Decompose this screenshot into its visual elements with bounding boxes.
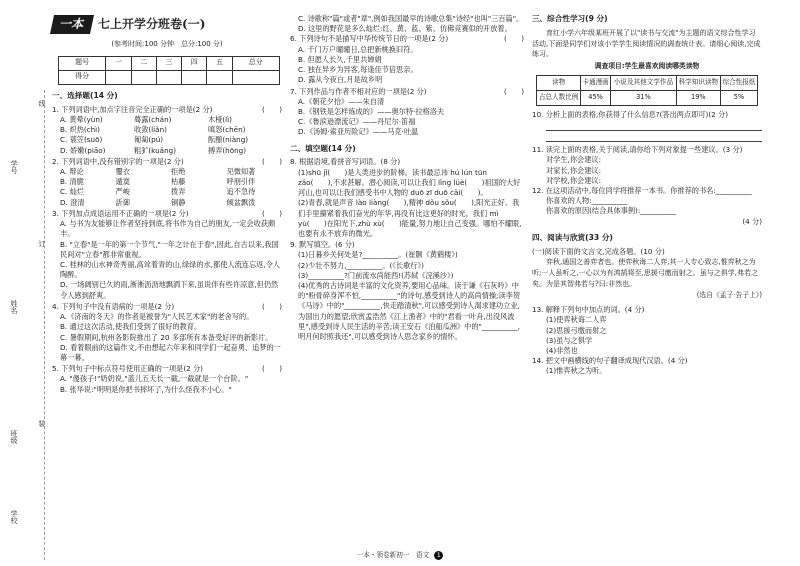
option: A. "傻孩子!"奶奶说,"蓝儿五天长一截,一截就是一个台阶。" — [60, 374, 249, 384]
option: D. 娇嫩(piāo) — [60, 145, 106, 155]
margin-label-class: 班级 — [9, 430, 18, 444]
answer-paren[interactable]: ( ) — [262, 156, 282, 166]
option: 倾盆飘泼 — [226, 197, 256, 207]
option: 收敛(liǎn) — [134, 125, 167, 135]
brand-logo: 一本 — [50, 15, 94, 34]
survey-header-cell: 小说及其他文学作品 — [611, 75, 677, 90]
question-stem: 9. 默写填空。(6 分) — [290, 240, 355, 250]
pinyin-passage: (1)shū jǐ( )是人类进步的阶梯。读书最忌讳 hú lún tūn zǎo( ),不求甚解。潜心阅读,可以让我们 lǐng lüè( )祖国的大好河山,也可以让我们感受书中人物的 duō zī duō cǎi( )。 — [298, 167, 521, 198]
option: C. 桂林的山水神奇秀丽,高耸着青的山,绿绿的水,都使人流连忘返,令人陶醉。 — [60, 260, 280, 280]
passage-source: (选自《孟子·告子上》) — [696, 291, 762, 300]
option: 铜静 — [171, 197, 186, 207]
option: B. 炽热(chì) — [60, 125, 100, 135]
question-10: 10. 分析上面的表格,你获得了什么信息?(答出两点即可)(2 分) — [532, 109, 729, 119]
option: 訢御 — [115, 197, 130, 207]
option: 粗犷(kuǎng) — [134, 145, 177, 155]
option: A.《济南的冬天》的作者是被誉为"人民艺术家"的老舍写的。 — [60, 312, 254, 322]
score-cell[interactable] — [207, 70, 232, 84]
option: C. 暑假期间,杭州各影院推出了 20 多部所有本备受好评的新影片。 — [60, 332, 273, 342]
score-table — [58, 56, 280, 85]
option: 严峻 — [115, 187, 130, 197]
score-value-row — [59, 70, 280, 84]
option: D. 看着眼前的这篇作文,不由想起六年来和同学们一起奋勇、追梦的一幕一幕。 — [60, 342, 281, 362]
survey-value-row — [537, 90, 758, 105]
survey-header-cell: 卡通漫画 — [581, 75, 611, 90]
column-1 — [52, 14, 282, 396]
option: D. 澄清 — [60, 197, 85, 207]
suggestion-line[interactable]: 对学校,你会建议: — [546, 175, 602, 185]
score-header-cell: 五 — [207, 56, 232, 70]
question-8 — [290, 157, 524, 239]
option: 嗔怒(chēn) — [208, 125, 246, 135]
question-stem: 4. 下列句子中没有语病的一项是(2 分) — [52, 301, 175, 311]
score-cell[interactable] — [182, 70, 207, 84]
score-header-cell: 四 — [182, 56, 207, 70]
margin-label-school: 学校 — [9, 510, 18, 524]
option: 匍匐(pú) — [134, 135, 164, 145]
option: 枯藤 — [171, 177, 186, 187]
option: C. 独在异乡为异客,每逢佳节倍思亲。 — [298, 65, 418, 75]
margin-label-name: 姓名 — [9, 300, 18, 314]
option: B. 通过这次活动,使我们受到了很好的教育。 — [60, 322, 202, 332]
dictation-line[interactable]: (3)__________?门前流水尚能西!(苏轼《浣溪沙》) — [298, 270, 454, 280]
score-cell[interactable] — [106, 70, 131, 84]
question-7 — [290, 87, 524, 138]
suggestion-line[interactable]: 对学生,你会建议: — [546, 155, 602, 165]
question-12-score: (4 分) — [742, 216, 762, 226]
option: 拨弄 — [171, 187, 186, 197]
question-5 — [52, 364, 282, 395]
option: D. 这里的野花是多么灿烂:红、黄、蓝、紫、仿佛竞赛似的开放着。 — [298, 24, 512, 34]
word-item[interactable]: (4)非然也 — [546, 345, 578, 355]
score-header-row — [59, 56, 280, 70]
answer-paren[interactable]: ( ) — [262, 208, 282, 218]
question-stem: 6. 下列诗句不是描写中华传统节日的一项是(2 分) — [290, 34, 449, 44]
question-stem: 2. 下列词语中,没有错别字的一项是(2 分) — [52, 156, 184, 166]
option: B. "立春"是一年的第一个节气,"一年之计在于春",因此,自古以来,我国民间对"立春"都非常重视。 — [60, 239, 279, 259]
column-2 — [290, 14, 524, 343]
answer-line[interactable] — [546, 120, 762, 131]
word-item[interactable]: (2)思援弓缴而射之 — [546, 325, 607, 335]
survey-header-row — [537, 75, 758, 90]
option: C. 蓑笠(suō) — [60, 135, 103, 145]
survey-header-cell: 科学知识读物 — [676, 75, 720, 90]
option: 追不急待 — [226, 187, 256, 197]
translation-item[interactable]: (1)惟弈秋之为听。 — [546, 366, 607, 376]
survey-caption: 调查项目:学生最喜欢阅读哪类读物 — [594, 62, 700, 71]
survey-value-cell: 5% — [720, 90, 757, 105]
answer-line[interactable] — [546, 131, 762, 142]
option: B. 清脆 — [60, 177, 84, 187]
score-header-cell: 三 — [156, 56, 181, 70]
question-stem: 7. 下列作品与作者不相对应的一项是(2 分) — [290, 86, 427, 96]
section-3-intro: 育红小学六年级某班开展了以"读书与交流"为主题的语文综合性学习活动,下面是同学们对该小学学生阅读情况的调查统计表。请细心阅读,完成练习。 — [532, 28, 761, 59]
word-item[interactable]: (1)使弈秋诲二人弈 — [546, 315, 607, 325]
question-11: 11. 读完上面的表格,关于阅读,请你给下列对象提一些建议。(3 分) — [532, 145, 743, 155]
answer-paren[interactable]: ( ) — [262, 104, 282, 114]
score-header-cell: 总分 — [232, 56, 279, 70]
option: B. 张华说:"明明是你把书摔坏了,为什么怪我不小心。" — [60, 384, 232, 394]
pinyin-passage: (2)青春,就是声音 lào liàng( ),精神 dǒu sǒu( ),阳光正好。我们手里攥紧着我们奋光的年华,再没有比这更好的时光。我们 mì yù( )在阳光下,zhù xù( )能量,努力地让自己变强。哪怕不耀眼,也要有永不放弃的微光。 — [298, 198, 522, 238]
section-3-heading: 三、综合性学习(9 分) — [532, 14, 608, 23]
dictation-line[interactable]: (2)少壮不努力,__________。(《长歌行》) — [298, 260, 424, 270]
reading-part-1: (一)阅读下面的文言文,完成各题。(10 分) — [532, 246, 665, 256]
seal-line-label: 线 — [37, 100, 46, 107]
score-header-cell: 题号 — [59, 56, 106, 70]
survey-header-cell: 综合性报纸 — [720, 75, 757, 90]
option: 酝酿(niàng) — [208, 135, 249, 145]
survey-table — [536, 75, 758, 106]
option: D. 露从今夜白,月是故乡明 — [298, 75, 383, 85]
question-6 — [290, 34, 524, 85]
option: 拒绝 — [171, 167, 186, 177]
question-stem: 3. 下列加点成语运用不正确的一项是(2 分) — [52, 208, 189, 218]
question-stem: 8. 根据语境,看拼音写词语。(8 分) — [290, 157, 401, 167]
option: D.《汤姆·索亚历险记》——马克·吐温 — [298, 127, 419, 137]
exam-meta: (参考时间:100 分钟 总分:100 分) — [111, 40, 223, 48]
answer-paren[interactable]: ( ) — [262, 301, 282, 311]
answer-paren[interactable]: ( ) — [262, 364, 282, 374]
score-cell[interactable] — [156, 70, 181, 84]
score-header-cell: 二 — [131, 56, 156, 70]
question-stem: 5. 下列句子中标点符号使用正确的一项是(2 分) — [52, 364, 203, 374]
exam-title: 七上开学分班卷(一) — [98, 17, 206, 32]
seal-dashed-line — [44, 90, 45, 560]
question-3 — [52, 209, 282, 301]
footer-text: 一本・领卷新初一 语文 — [356, 550, 430, 559]
seal-fold-label: 订 — [37, 240, 46, 247]
question-9 — [290, 240, 524, 342]
survey-header-cell: 读物 — [537, 75, 581, 90]
answer-paren[interactable]: ( ) — [504, 86, 524, 96]
question-1 — [52, 105, 282, 156]
option: 木桠(lì) — [208, 114, 232, 124]
question-4 — [52, 302, 282, 363]
question-2 — [52, 157, 282, 208]
score-cell[interactable] — [232, 70, 279, 84]
option: A. 与书为友能够让作者坚持到底,将书作为自己的朋友,一定会收获颇丰。 — [60, 219, 276, 239]
option: B. 但愿人长久,千里共婵娟 — [298, 54, 382, 64]
page-number: 1 — [434, 551, 443, 560]
question-13: 13. 解释下列句中加点的词。(4 分) — [532, 305, 645, 315]
option: C.《鲁滨逊漂流记》——丹尼尔·笛福 — [298, 117, 416, 127]
question-14: 14. 把文中画横线的句子翻译成现代汉语。(4 分) — [532, 356, 688, 366]
score-header-cell: 一 — [106, 56, 131, 70]
exam-header — [52, 14, 282, 36]
option: A. 辩论 — [60, 167, 84, 177]
option: 呼朋引伴 — [226, 177, 256, 187]
binding-margin — [0, 90, 46, 560]
survey-value-cell: 19% — [676, 90, 720, 105]
option: D. 一场阔别已久的雨,淅淅沥沥地飘洒下来,虽说伴有些许凉意,但仍然令人感到舒爽。 — [60, 280, 279, 300]
answer-paren[interactable]: ( ) — [504, 34, 524, 44]
survey-value-cell: 45% — [581, 90, 611, 105]
option: B.《钢铁是怎样炼成的》——奥尔特·拉格洛夫 — [298, 106, 445, 116]
option: A. 黄晕(yùn) — [60, 114, 103, 124]
survey-value-cell: 31% — [611, 90, 677, 105]
section-4-heading: 四、阅读与欣赏(33 分) — [532, 232, 613, 242]
survey-row-label: 占总人数比例 — [537, 90, 581, 105]
option: C. 诗歌称"篇"或者"章",例如我国最早的诗歌总集"诗经"也叫"三百篇"。 — [298, 14, 524, 23]
suggestion-line[interactable]: 对家长,你会建议: — [546, 165, 602, 175]
column-3 — [532, 14, 762, 377]
section-2-heading: 二、填空题(14 分) — [290, 143, 356, 153]
page-footer — [0, 551, 800, 560]
option: 蓦露(chán) — [134, 114, 172, 124]
question-12[interactable]: 12. 在这项活动中,每位同学将推荐一本书。你推荐的书名:__________ — [532, 186, 752, 196]
margin-label-number: 学号 — [9, 160, 18, 174]
option: 搏弄(hōng) — [208, 145, 247, 155]
option: C. 灿烂 — [60, 187, 84, 197]
score-row-label: 得分 — [59, 70, 106, 84]
dictation-line[interactable]: (1)日暮乡关何处是?__________。(崔颢《黄鹤楼》) — [298, 250, 458, 260]
question-12-reason[interactable]: 你喜欢的原因(结合具体事例):__________ — [546, 206, 677, 216]
seal-bind-label: 装 — [37, 420, 46, 427]
section-1-heading: 一、选择题(14 分) — [52, 90, 118, 100]
option: 覆衣 — [115, 167, 130, 177]
word-item[interactable]: (3)虽与之俱学 — [546, 335, 593, 345]
option: A.《朝花夕拾》——朱自清 — [298, 96, 385, 106]
question-stem: 1. 下列词语中,加点字注音完全正确的一项是(2 分) — [52, 104, 213, 114]
dictation-line[interactable]: (4)优秀的古诗词是丰富的文化资养,要用心品味。读于谦《石灰吟》中的"粉骨碎身浑不怕,__________"的诗句,感受到诗人的高尚情操;读李贺《马诗》中的"__________,快走踏清秋",可以感受到诗人渴求建功立业,为国出力的愿望;欣赏孟浩然《江上渔者》中的"君看一叶舟,出没风波里",感受到诗人民生活的辛苦;读王安石《泊船瓜洲》中的"__________,明月何时照我还",可以感受到诗人思念家乡的情怀。 — [298, 281, 521, 342]
classical-passage: 弈秋,通国之善弈者也。使弈秋诲二人弈,其一人专心致志,惟弈秋之为听;一人虽听之,一心以为有鸿鹄将至,思援弓缴而射之。虽与之俱学,弗若之矣。为是其智弗若与?曰:非然也。 — [532, 257, 759, 288]
option: 遁寞 — [115, 177, 130, 187]
score-cell[interactable] — [131, 70, 156, 84]
question-12-character[interactable]: 你喜欢的人物:__________ — [546, 196, 628, 206]
option: 见微知著 — [226, 167, 256, 177]
option: A. 千门万户曈曈日,总把新桃换旧符。 — [298, 44, 418, 54]
